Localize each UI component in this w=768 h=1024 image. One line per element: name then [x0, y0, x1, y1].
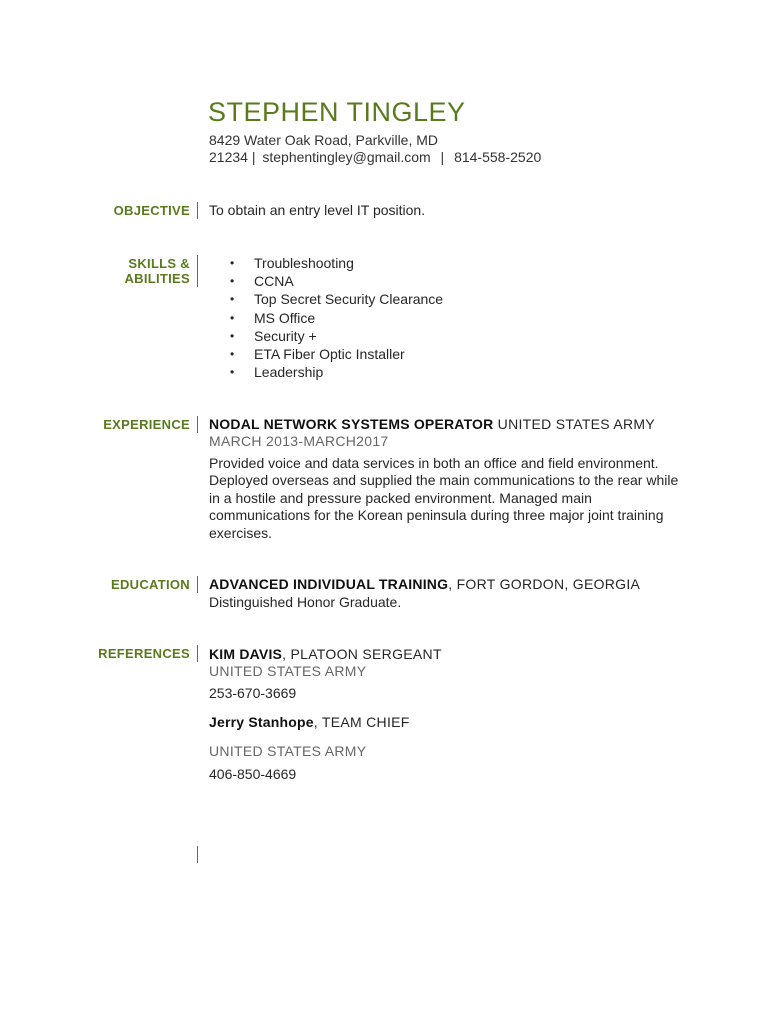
bullet-icon: •: [230, 256, 235, 270]
job-organization: UNITED STATES ARMY: [497, 416, 656, 432]
experience-label: EXPERIENCE: [103, 417, 190, 432]
job-dates: MARCH 2013-MARCH2017: [209, 433, 389, 449]
reference-phone: 406-850-4669: [209, 766, 297, 782]
skill-item: [209, 327, 443, 345]
job-heading: [209, 416, 655, 433]
objective-label: OBJECTIVE: [113, 203, 190, 218]
phone-number: 814-558-2520: [454, 149, 542, 165]
reference-role: , TEAM CHIEF: [313, 714, 410, 730]
education-location: , FORT GORDON, GEORGIA: [448, 576, 641, 592]
bullet-icon: •: [230, 347, 235, 362]
reference-name: KIM DAVIS: [209, 646, 283, 662]
job-description: Provided voice and data services in both an office and field environment. Deployed overseas and supplied the main communications to the rear while in a hostile and pressure packed environment. Managed main communications for the Korean peninsula during three major joint training exercises.: [209, 455, 679, 541]
candidate-name: STEPHEN TINGLEY: [208, 97, 466, 127]
section-divider: [197, 202, 198, 219]
reference-heading: [209, 646, 442, 663]
reference-phone: 253-670-3669: [209, 685, 297, 701]
reference-role: , PLATOON SERGEANT: [282, 646, 442, 662]
skills-label-line2: ABILITIES: [124, 271, 190, 286]
address-line: 8429 Water Oak Road, Parkville, MD: [209, 132, 439, 148]
section-divider: [197, 255, 198, 287]
section-divider: [197, 846, 198, 863]
education-heading: [209, 576, 640, 593]
references-label: REFERENCES: [98, 646, 190, 661]
skill-text: CCNA: [254, 273, 294, 290]
bullet-icon: •: [230, 328, 235, 343]
email-address: stephentingley@gmail.com: [262, 149, 431, 165]
reference-name: Jerry Stanhope: [209, 714, 314, 730]
section-divider: [197, 576, 198, 593]
skill-item: [209, 363, 443, 381]
job-title: NODAL NETWORK SYSTEMS OPERATOR: [209, 416, 494, 432]
contact-line: [209, 149, 541, 165]
skill-text: Leadership: [254, 364, 324, 381]
skill-item: [209, 254, 443, 272]
skill-item: [209, 309, 443, 327]
bullet-icon: •: [230, 292, 235, 307]
bullet-icon: •: [230, 365, 235, 380]
skill-item: [209, 345, 443, 363]
education-label: EDUCATION: [110, 577, 190, 592]
skill-text: ETA Fiber Optic Installer: [254, 346, 405, 363]
skill-text: Top Secret Security Clearance: [254, 291, 444, 308]
skills-label-line1: SKILLS &: [128, 256, 190, 271]
reference-organization: UNITED STATES ARMY: [209, 663, 367, 679]
skill-text: Security +: [254, 327, 317, 344]
section-divider: [197, 416, 198, 433]
reference-organization: UNITED STATES ARMY: [209, 743, 367, 759]
skill-text: Troubleshooting: [254, 255, 354, 271]
bullet-icon: •: [230, 274, 235, 289]
reference-heading: [209, 714, 410, 731]
education-program: ADVANCED INDIVIDUAL TRAINING: [209, 576, 449, 592]
skills-label: [124, 256, 190, 286]
zip-code: 21234: [209, 149, 248, 165]
bullet-icon: •: [230, 310, 235, 325]
section-divider: [197, 645, 198, 662]
separator: |: [440, 149, 445, 165]
objective-text: To obtain an entry level IT position.: [209, 202, 426, 218]
skill-item: [209, 290, 443, 308]
skill-text: MS Office: [254, 309, 316, 326]
education-honor: Distinguished Honor Graduate.: [209, 594, 402, 610]
separator: |: [251, 149, 256, 165]
skills-list: [209, 254, 443, 381]
skill-item: [209, 272, 443, 290]
